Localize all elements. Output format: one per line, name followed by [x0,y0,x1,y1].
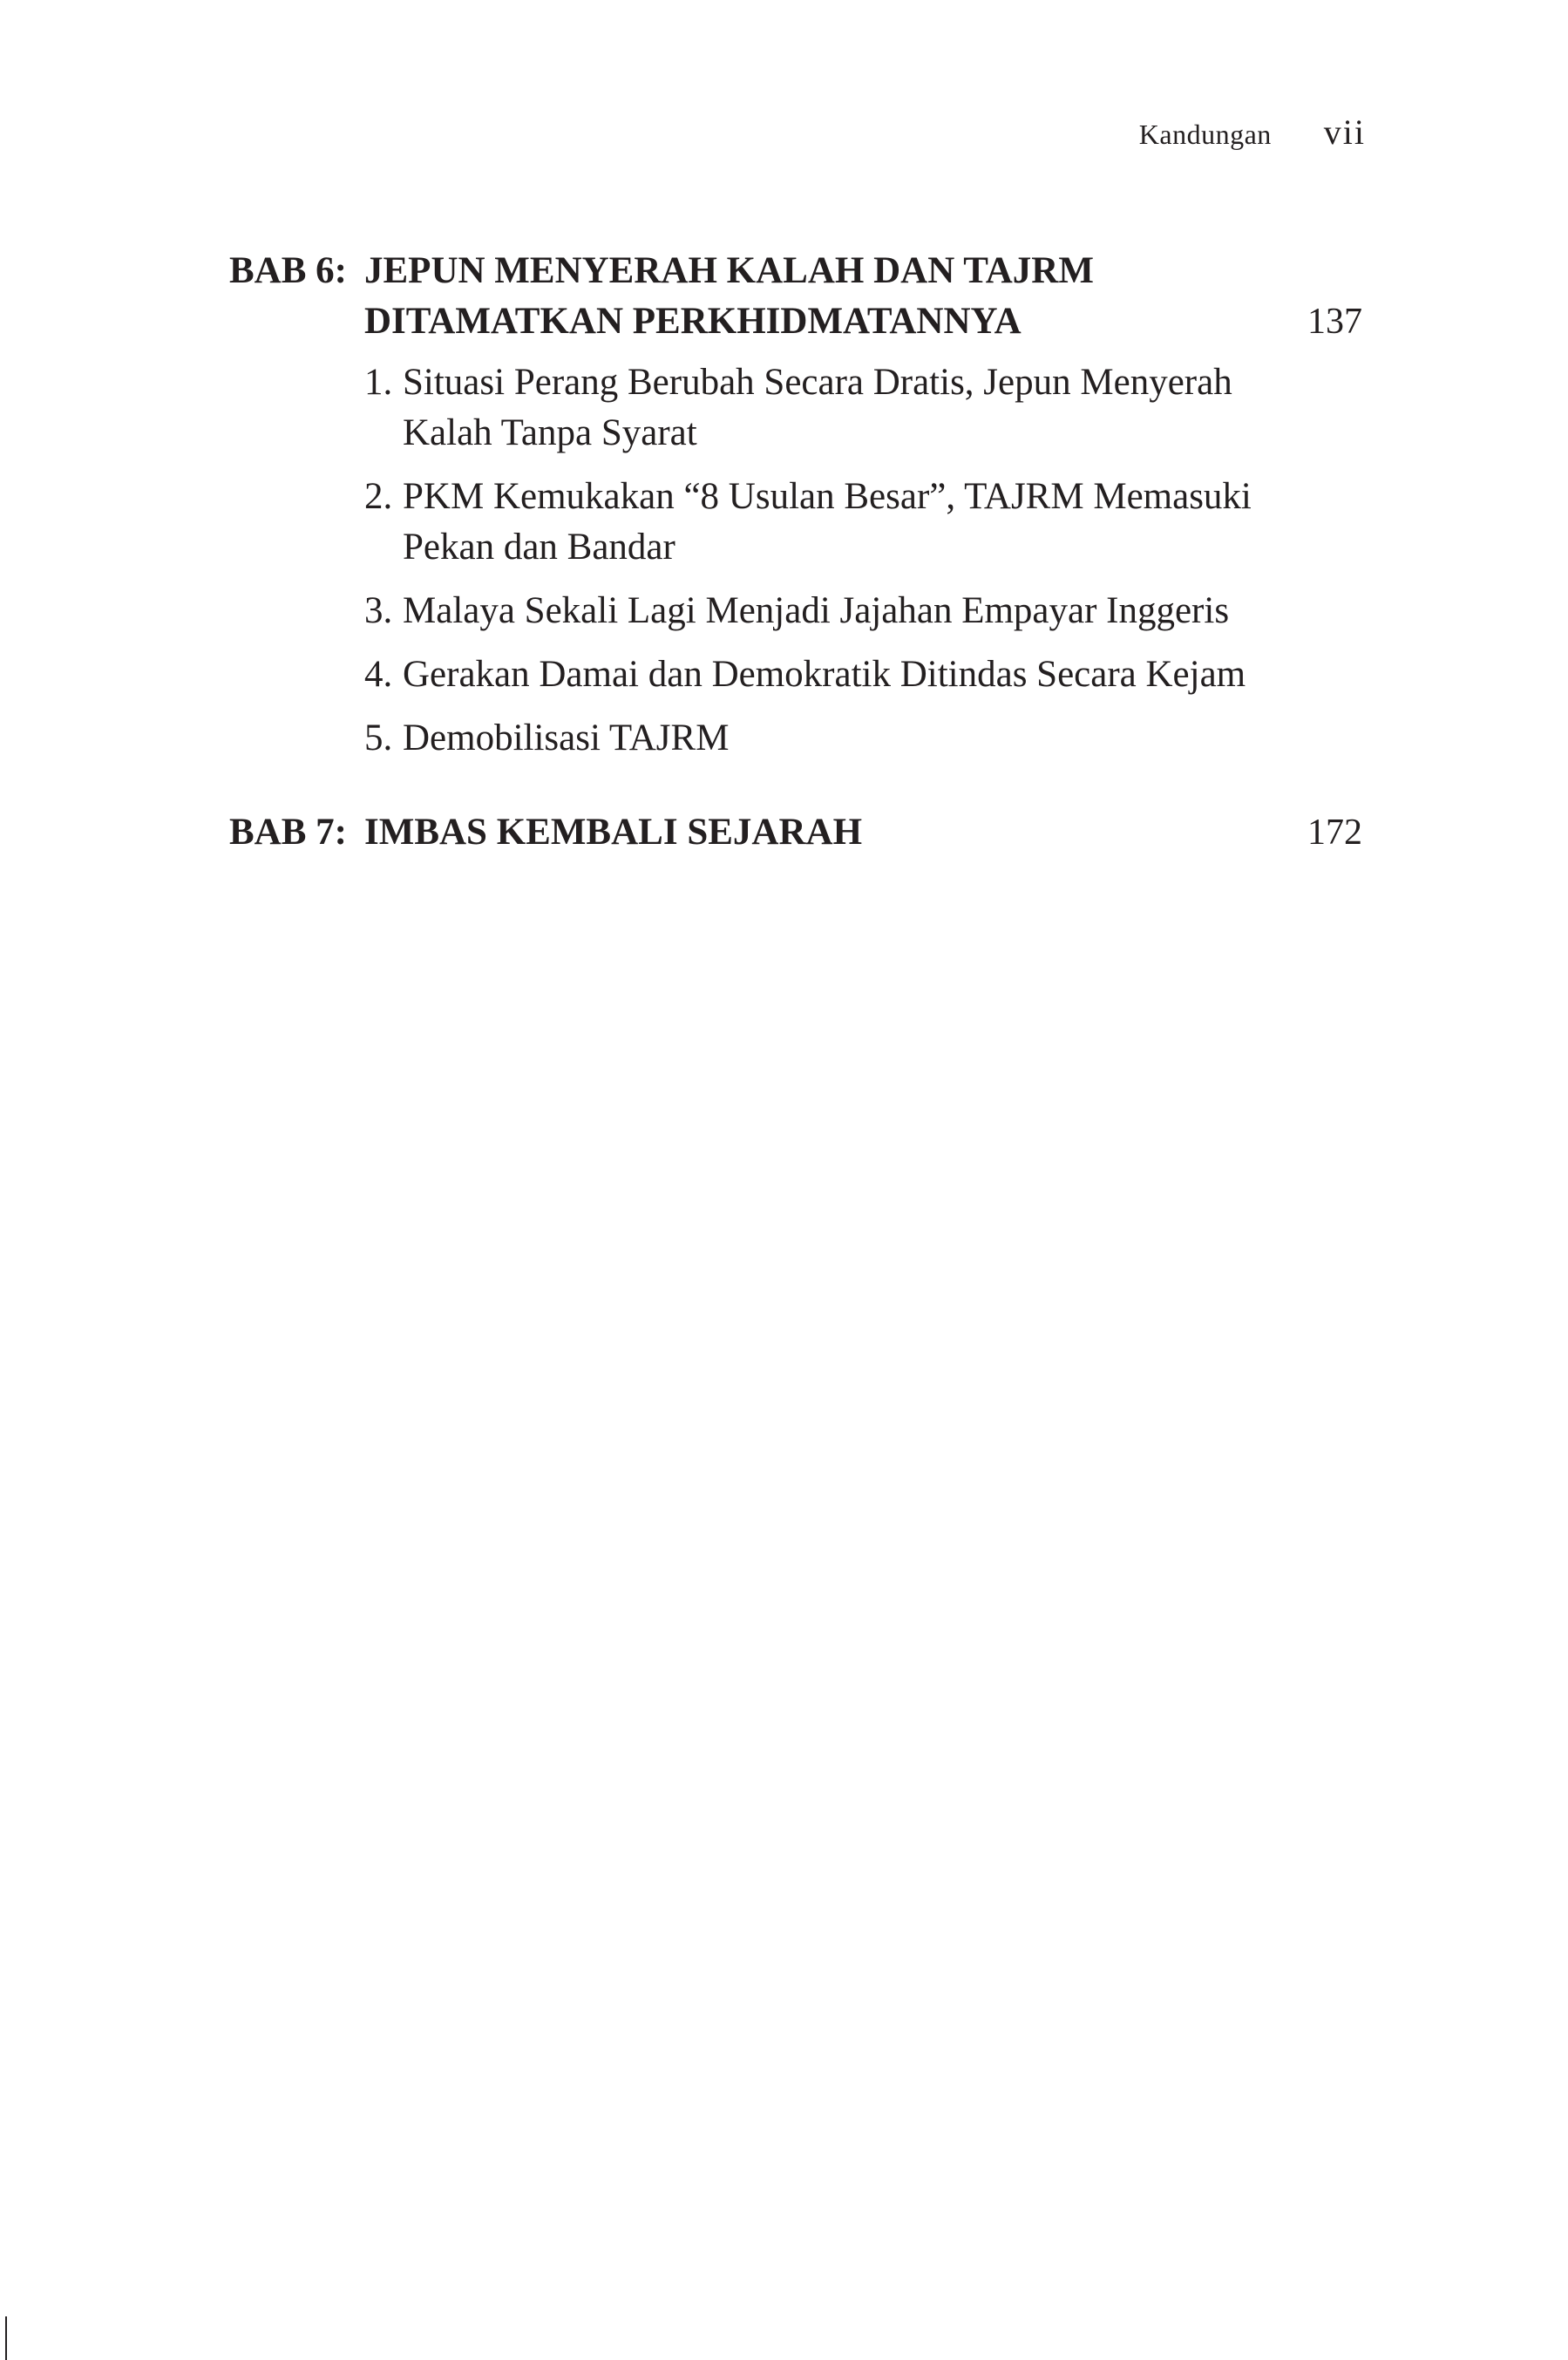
section-number: 4. [364,654,393,695]
chapter-7-entry [229,807,1362,858]
section-item [364,472,1367,573]
section-number: 3. [364,590,393,631]
section-title-line: Kalah Tanpa Syarat [403,412,697,453]
crop-mark [5,2316,7,2360]
section-item [364,357,1367,459]
section-title [403,472,1367,573]
chapter-7-title [364,807,1149,858]
chapter-6-entry [229,246,1362,764]
chapter-7-label: BAB 7: [229,812,347,853]
section-number: 1. [364,362,393,403]
chapter-6-page-number: 137 [1307,302,1362,342]
chapter-6-sections [364,357,1367,764]
section-number: 2. [364,476,393,517]
chapter-6-title-line-2: DITAMATKAN PERKHIDMATANNYA [364,301,1022,342]
chapter-7-title-line-1: IMBAS KEMBALI SEJARAH [364,812,863,853]
chapter-6-heading [229,246,1362,347]
section-title-line: Demobilisasi TAJRM [403,718,730,758]
section-title [403,650,1367,700]
section-title-line: Gerakan Damai dan Demokratik Ditindas Secara Kejam [403,654,1246,695]
section-number: 5. [364,718,393,758]
chapter-7-page-number: 172 [1307,813,1362,853]
chapter-6-title-line-1: JEPUN MENYERAH KALAH DAN TAJRM [364,250,1094,291]
section-title-line: Pekan dan Bandar [403,527,675,568]
section-item [364,713,1367,764]
section-item [364,586,1367,636]
section-title-line: Malaya Sekali Lagi Menjadi Jajahan Empayar Inggeris [403,590,1230,631]
running-title: Kandungan [1138,119,1272,150]
chapter-6-title [364,246,1149,347]
section-title [403,586,1367,636]
running-head [1139,112,1366,153]
section-item [364,650,1367,700]
section-title [403,357,1367,459]
page-folio: vii [1323,112,1366,152]
section-title-line: Situasi Perang Berubah Secara Dratis, Jepun Menyerah [403,362,1232,403]
table-of-contents [229,246,1362,858]
chapter-7-heading [229,807,1362,858]
section-title [403,713,1367,764]
chapter-6-label: BAB 6: [229,250,347,291]
section-title-line: PKM Kemukakan “8 Usulan Besar”, TAJRM Memasuki [403,476,1252,517]
